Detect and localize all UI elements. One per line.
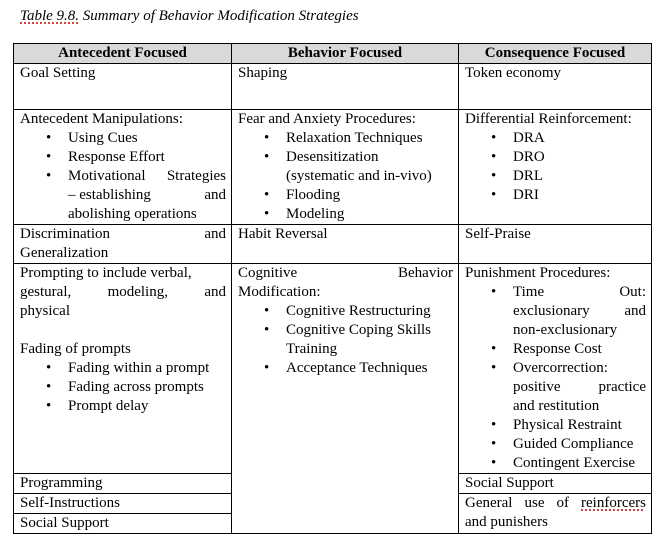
and-word: and <box>624 303 646 319</box>
cell-token-economy <box>459 64 652 110</box>
cell-differential-reinforcement <box>459 110 652 225</box>
cell-cognitive-behavior <box>232 264 459 534</box>
list-item: • Using Cues <box>20 129 226 148</box>
table-row <box>14 110 652 225</box>
table-number: Table 9.8. <box>20 8 80 24</box>
programming-text: Programming <box>20 475 103 491</box>
list-item: • Response Effort <box>20 148 226 167</box>
motivational-word: • Motivational <box>68 168 146 184</box>
list-item: • DRO <box>465 148 646 167</box>
strategies-table <box>13 43 652 534</box>
cell-general-use <box>459 494 652 534</box>
desensitization-sub-text: (systematic and in-vivo) <box>286 168 432 184</box>
coping-line-1: • Cognitive Coping Skills <box>286 322 432 338</box>
list-item: • Physical Restraint <box>465 416 646 435</box>
cell-self-instructions <box>14 494 232 514</box>
header-antecedent: Antecedent Focused <box>14 44 232 64</box>
cell-self-praise <box>459 225 652 264</box>
and-word: and <box>204 226 226 242</box>
table-row <box>14 64 652 110</box>
list-item <box>465 359 646 416</box>
reinforcers-word: reinforcers <box>581 495 646 511</box>
cell-social-support-antecedent <box>14 514 232 534</box>
time-word: • Time <box>513 284 545 300</box>
list-item <box>238 321 453 359</box>
cell-shaping <box>232 64 459 110</box>
list-item: • Guided Compliance <box>465 435 646 454</box>
non-exclusionary-text: non-exclusionary <box>513 322 618 338</box>
punishment-title: Punishment Procedures: <box>465 265 611 281</box>
general-word: General <box>465 495 513 511</box>
exclusionary-word: exclusionary <box>513 303 590 319</box>
table-row <box>14 225 652 264</box>
social-support-text: Social Support <box>465 475 554 491</box>
discrimination-word: Discrimination <box>20 226 110 242</box>
list-item: • Fading within a prompt <box>20 359 226 378</box>
list-item: • Flooding <box>238 186 453 205</box>
cognitive-word: Cognitive <box>238 265 298 281</box>
abolishing-text: abolishing operations <box>68 206 197 222</box>
list-item: • Response Cost <box>465 340 646 359</box>
fear-anxiety-title: Fear and Anxiety Procedures: <box>238 111 416 127</box>
table-title: Summary of Behavior Modification Strategies <box>79 8 359 24</box>
practice-word: practice <box>598 379 646 395</box>
strategies-word: Strategies <box>166 168 226 184</box>
list-item: • Fading across prompts <box>20 378 226 397</box>
list-item: • Cognitive Restructuring <box>238 302 453 321</box>
coping-line-2: Training <box>286 341 338 357</box>
fading-title: Fading of prompts <box>20 341 131 357</box>
prompting-line-1: Prompting to include verbal, <box>20 265 192 281</box>
token-economy-text: Token economy <box>465 65 562 81</box>
cell-punishment <box>459 264 652 474</box>
antecedent-list <box>20 129 226 224</box>
use-word: use <box>524 495 545 511</box>
modeling-word: modeling, <box>107 284 168 300</box>
shaping-text: Shaping <box>238 65 288 81</box>
social-support-text: Social Support <box>20 515 109 531</box>
list-item <box>238 148 453 186</box>
restitution-text: and restitution <box>513 398 600 414</box>
list-item: • Modeling <box>238 205 453 224</box>
list-item: • Acceptance Techniques <box>238 359 453 378</box>
punishment-list <box>465 283 646 473</box>
header-behavior: Behavior Focused <box>232 44 459 64</box>
list-item: • Contingent Exercise <box>465 454 646 473</box>
cell-fear-anxiety <box>232 110 459 225</box>
modification-text: Modification: <box>238 284 321 300</box>
list-item: • DRI <box>465 186 646 205</box>
gestural-word: gestural, <box>20 284 72 300</box>
habit-reversal-text: Habit Reversal <box>238 226 328 242</box>
and-word: and <box>204 284 226 300</box>
cell-habit-reversal <box>232 225 459 264</box>
goal-setting-text: Goal Setting <box>20 65 96 81</box>
desensitization-text: • Desensitization <box>286 149 379 165</box>
list-item: • DRL <box>465 167 646 186</box>
positive-word: positive <box>513 379 561 395</box>
table-caption <box>20 8 359 25</box>
self-praise-text: Self-Praise <box>465 226 531 242</box>
differential-title: Differential Reinforcement: <box>465 111 632 127</box>
list-item: • Relaxation Techniques <box>238 129 453 148</box>
out-word: Out: <box>619 284 646 300</box>
list-item: • Prompt delay <box>20 397 226 416</box>
list-item <box>465 283 646 340</box>
of-word: of <box>556 495 569 511</box>
list-item: • DRA <box>465 129 646 148</box>
header-consequence: Consequence Focused <box>459 44 652 64</box>
header-row <box>14 44 652 64</box>
generalization-text: Generalization <box>20 245 109 261</box>
behavior-word: Behavior <box>398 265 453 281</box>
establishing-word: – establishing <box>68 187 151 203</box>
cell-discrimination <box>14 225 232 264</box>
cell-social-support-consequence <box>459 474 652 494</box>
cell-antecedent-manipulations <box>14 110 232 225</box>
fear-list <box>238 129 453 224</box>
antecedent-manipulations-title: Antecedent Manipulations: <box>20 111 183 127</box>
cell-goal-setting <box>14 64 232 110</box>
punishers-text: and punishers <box>465 514 548 530</box>
cognitive-list <box>238 302 453 378</box>
and-word: and <box>204 187 226 203</box>
physical-text: physical <box>20 303 70 319</box>
differential-list <box>465 129 646 205</box>
cell-programming <box>14 474 232 494</box>
overcorrection-text: • Overcorrection: <box>513 360 608 376</box>
list-item <box>20 167 226 224</box>
self-instructions-text: Self-Instructions <box>20 495 120 511</box>
table-row <box>14 264 652 474</box>
fading-list <box>20 359 226 416</box>
cell-prompting <box>14 264 232 474</box>
